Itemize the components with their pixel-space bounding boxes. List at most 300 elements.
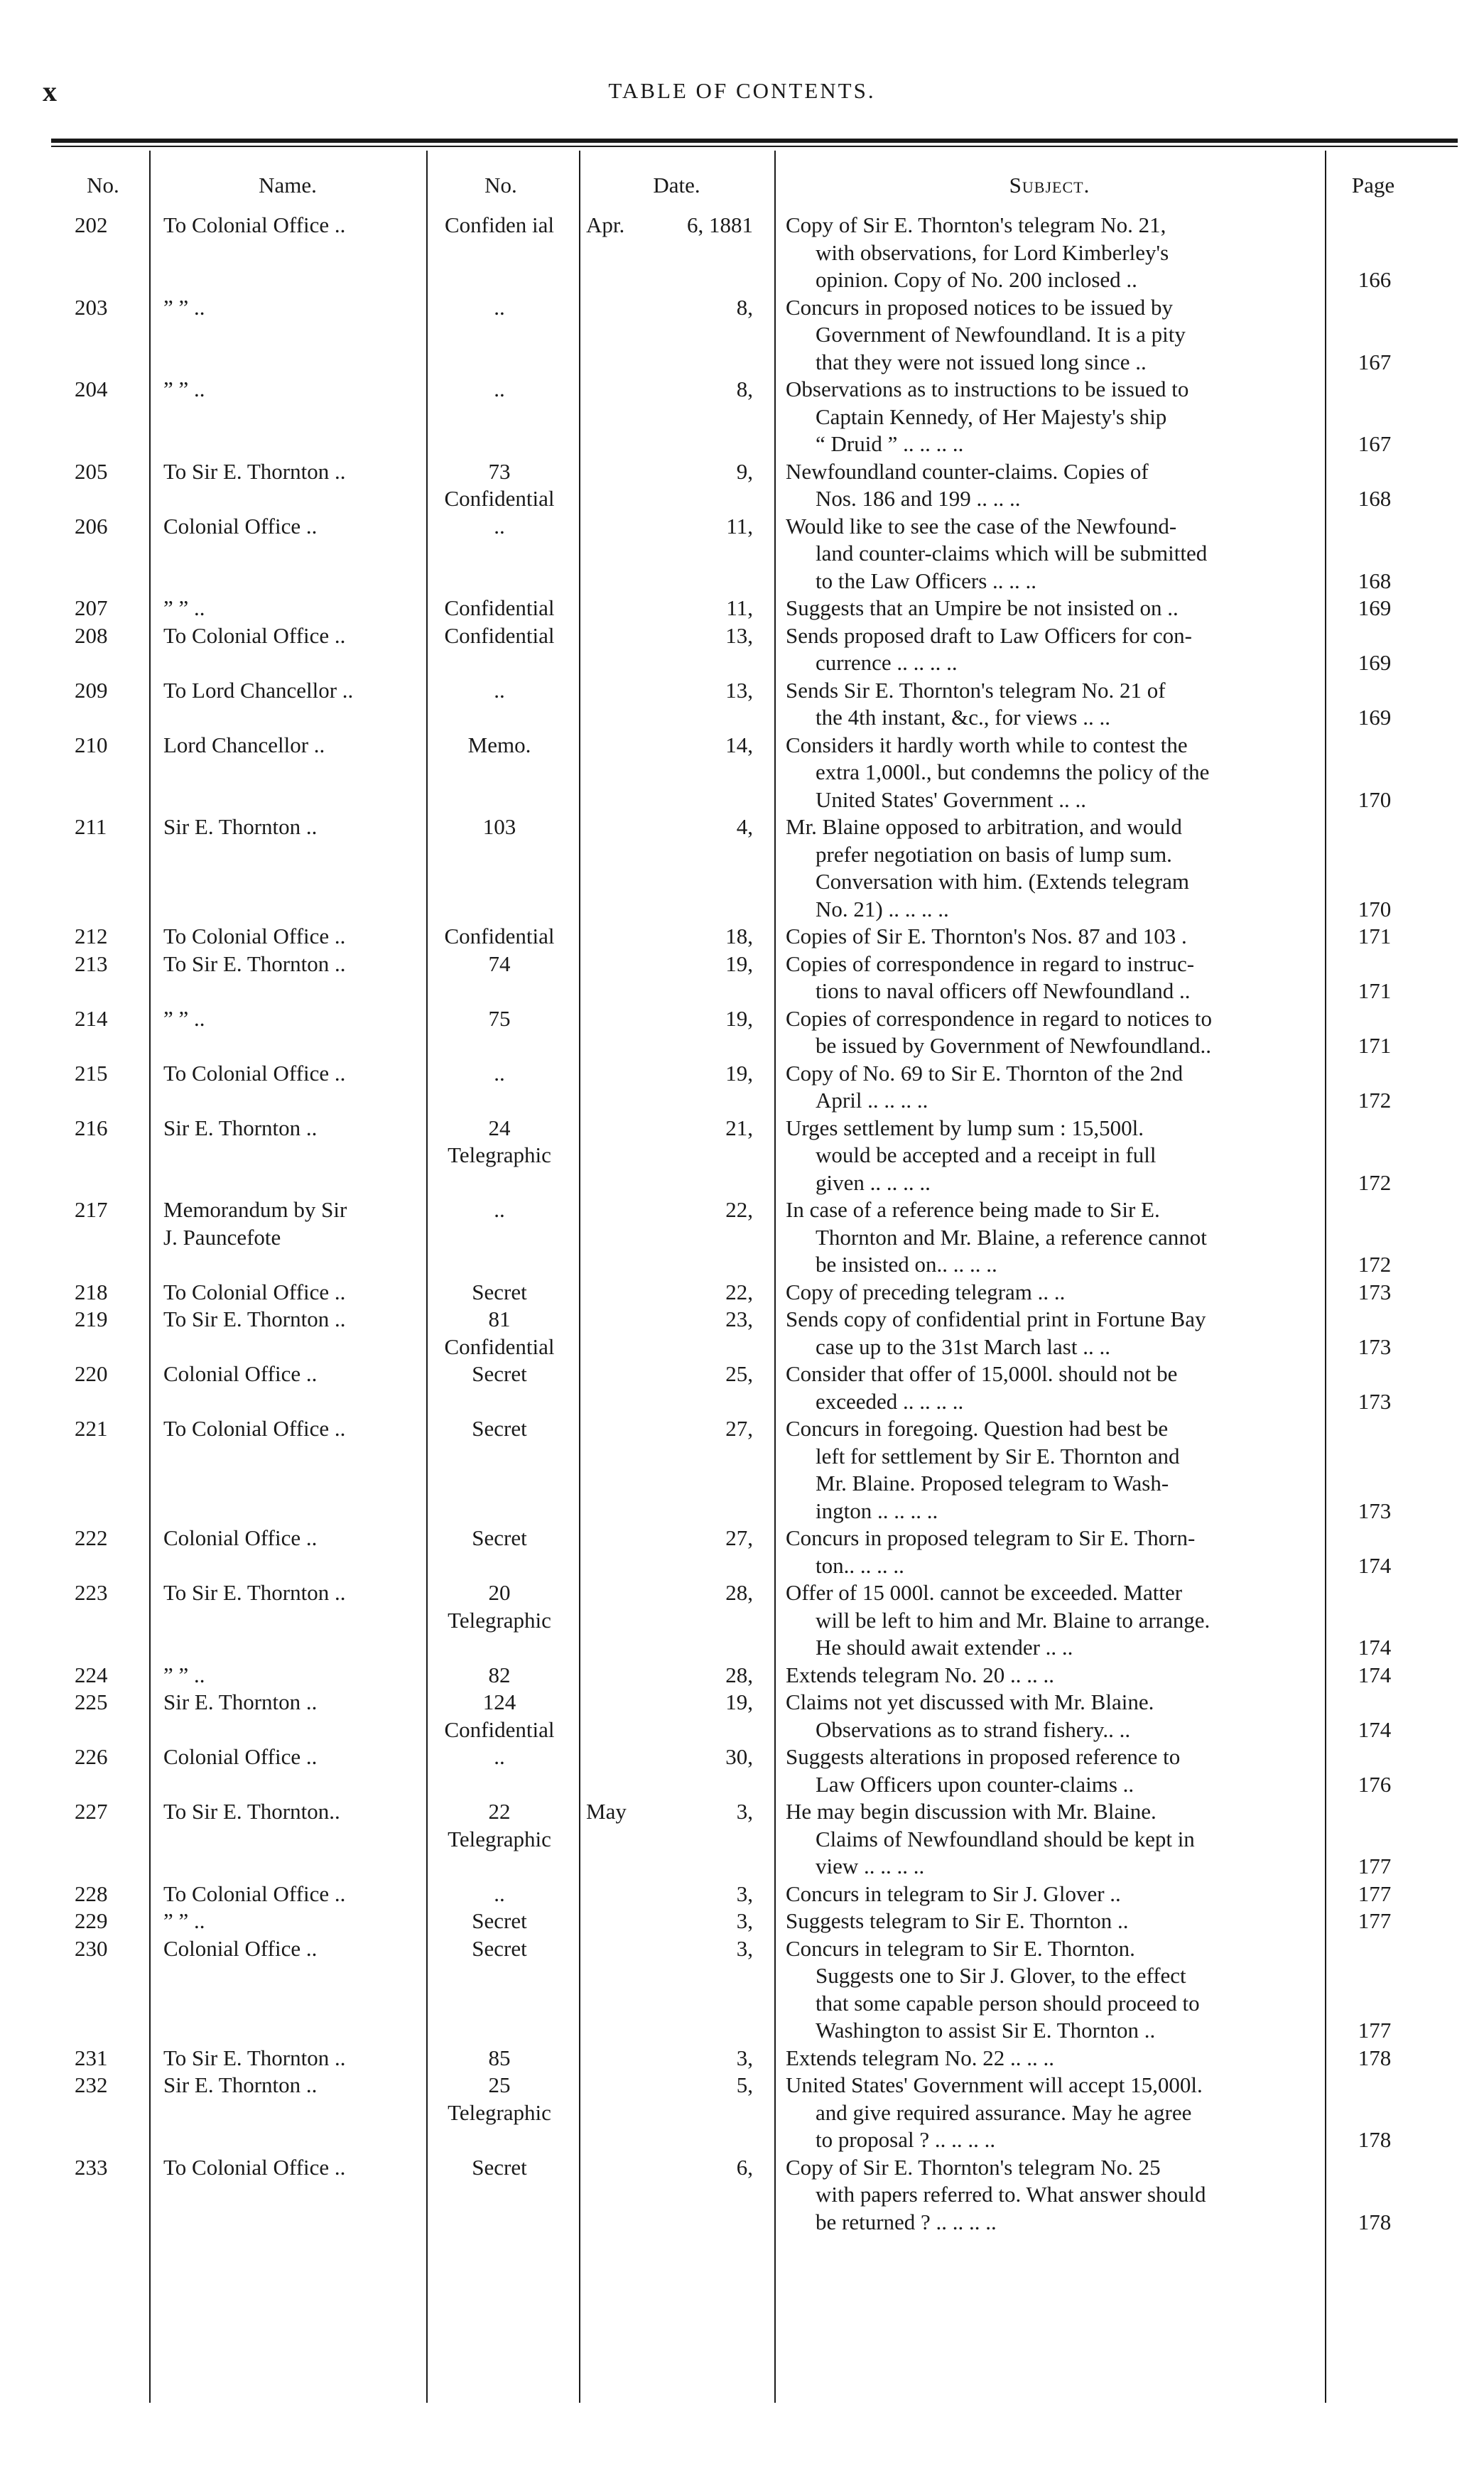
subject-line: Captain Kennedy, of Her Majesty's ship (816, 404, 1167, 429)
entry-day: 3, (736, 1799, 753, 1824)
entry-subject (786, 732, 1320, 814)
subject-line: exceeded .. .. .. .. (816, 1388, 964, 1414)
entry-ref-number: Secret (472, 1525, 527, 1550)
entry-ref-number: 25 Telegraphic (448, 2072, 551, 2125)
subject-line: No. 21) .. .. .. .. (816, 896, 949, 921)
entry-name: Colonial Office .. (163, 513, 318, 539)
column-header-ref: No. (484, 173, 517, 198)
entry-name: ” ” .. (163, 377, 205, 401)
entry-ref-number: .. (494, 1060, 505, 1086)
table-row (0, 1005, 1484, 1060)
entry-number: 217 (75, 1197, 108, 1222)
entry-name: To Colonial Office .. (163, 924, 346, 948)
header-rule-thin (51, 146, 1458, 147)
entry-number: 215 (75, 1060, 108, 1086)
entry-number: 206 (75, 513, 108, 539)
entry-number: 229 (75, 1908, 108, 1933)
entry-name: To Colonial Office .. (163, 2154, 346, 2180)
subject-line: Sends copy of confidential print in Fortune Bay (786, 1307, 1206, 1331)
entry-subject (786, 595, 1320, 622)
entry-page: 168 (1358, 486, 1392, 511)
entry-number: 213 (75, 951, 108, 976)
table-row (0, 1743, 1484, 1798)
table-row (0, 1060, 1484, 1115)
entry-page: 178 (1358, 2209, 1392, 2234)
subject-line: Thornton and Mr. Blaine, a reference cannot (816, 1224, 1207, 1250)
subject-line: United States' Government will accept 15,000l. (786, 2072, 1203, 2097)
subject-line: Suggests telegram to Sir E. Thornton .. (786, 1908, 1129, 1933)
subject-line: Washington to assist Sir E. Thornton .. (816, 2018, 1156, 2043)
entry-subject (786, 1798, 1320, 1881)
table-row (0, 2154, 1484, 2237)
entry-subject (786, 1935, 1320, 2045)
table-row (0, 1662, 1484, 1689)
table-row (0, 212, 1484, 294)
entry-number: 231 (75, 2045, 108, 2070)
entry-ref-number: .. (494, 1197, 505, 1222)
entry-name: Sir E. Thornton .. (163, 2072, 318, 2097)
entry-name: To Sir E. Thornton .. (163, 1580, 346, 1605)
subject-line: case up to the 31st March last .. .. (816, 1334, 1110, 1359)
subject-line: Urges settlement by lump sum : 15,500l. (786, 1115, 1144, 1140)
table-row (0, 2072, 1484, 2154)
subject-line: would be accepted and a receipt in full (816, 1142, 1157, 1167)
subject-line: extra 1,000l., but condemns the policy of the (816, 759, 1210, 784)
entry-name: Colonial Office .. (163, 1744, 318, 1769)
entry-page: 167 (1358, 349, 1392, 374)
entry-name: To Colonial Office .. (163, 1279, 346, 1304)
entry-name: To Sir E. Thornton .. (163, 1307, 346, 1331)
entry-page: 173 (1358, 1334, 1392, 1359)
entry-name: Lord Chancellor .. (163, 732, 325, 757)
subject-line: will be left to him and Mr. Blaine to arrange. (816, 1607, 1211, 1633)
subject-line: Suggests that an Umpire be not insisted on .. (786, 595, 1179, 620)
subject-line: opinion. Copy of No. 200 inclosed .. (816, 267, 1137, 292)
entry-subject (786, 677, 1320, 732)
subject-line: Concurs in telegram to Sir J. Glover .. (786, 1881, 1121, 1906)
entry-page: 173 (1358, 1279, 1392, 1304)
entry-name: Sir E. Thornton .. (163, 1689, 318, 1714)
header-rule (51, 139, 1458, 143)
entry-day: 19, (725, 951, 753, 976)
subject-line: be issued by Government of Newfoundland.. (816, 1033, 1212, 1058)
subject-line: Suggests alterations in proposed reference to (786, 1744, 1181, 1769)
table-row (0, 2045, 1484, 2072)
subject-line: Concurs in proposed telegram to Sir E. Thorn- (786, 1525, 1196, 1550)
entry-ref-number: 24 Telegraphic (448, 1115, 551, 1167)
entry-day: 3, (736, 1881, 753, 1906)
entry-subject (786, 2154, 1320, 2237)
entry-name: ” ” .. (163, 595, 205, 620)
table-row (0, 1196, 1484, 1279)
entry-subject (786, 1415, 1320, 1525)
entry-day: 11, (726, 513, 753, 539)
entry-day: 5, (736, 2072, 753, 2097)
entry-name: To Sir E. Thornton .. (163, 458, 346, 484)
subject-line: Copy of No. 69 to Sir E. Thornton of the 2nd (786, 1060, 1184, 1086)
subject-line: Claims of Newfoundland should be kept in (816, 1826, 1195, 1851)
column-header-date: Date. (653, 173, 700, 198)
table-row (0, 732, 1484, 814)
subject-line: Copy of preceding telegram .. .. (786, 1279, 1066, 1304)
entry-name: To Colonial Office .. (163, 212, 346, 237)
entry-month: May (586, 1799, 627, 1824)
table-row (0, 513, 1484, 595)
entry-page: 177 (1358, 1908, 1392, 1933)
entry-subject (786, 376, 1320, 458)
entry-page: 176 (1358, 1771, 1392, 1797)
entry-number: 210 (75, 732, 108, 757)
entry-name: ” ” .. (163, 294, 205, 320)
entry-number: 205 (75, 458, 108, 484)
subject-line: view .. .. .. .. (816, 1854, 925, 1878)
entry-subject (786, 1060, 1320, 1115)
entry-day: 19, (725, 1005, 753, 1031)
subject-line: Sends Sir E. Thornton's telegram No. 21 of (786, 677, 1166, 703)
entry-ref-number: .. (494, 677, 505, 703)
subject-line: Considers it hardly worth while to contest the (786, 732, 1188, 757)
entry-number: 228 (75, 1881, 108, 1906)
table-row (0, 1306, 1484, 1361)
entry-ref-number: 20 Telegraphic (448, 1580, 551, 1633)
table-row (0, 1881, 1484, 1908)
subject-line: Offer of 15 000l. cannot be exceeded. Matter (786, 1580, 1183, 1605)
entry-subject (786, 813, 1320, 923)
entry-ref-number: Confidential (444, 595, 555, 620)
entry-name: To Colonial Office .. (163, 622, 346, 648)
entry-page: 170 (1358, 896, 1392, 921)
entry-day: 13, (725, 622, 753, 648)
entry-name: Sir E. Thornton .. (163, 1115, 318, 1140)
entry-day: 22, (725, 1279, 753, 1304)
entry-day: 21, (725, 1115, 753, 1140)
entry-name: Memorandum by Sir J. Pauncefote (163, 1197, 347, 1250)
column-header-no: No. (87, 173, 119, 198)
subject-line: given .. .. .. .. (816, 1169, 931, 1195)
entry-number: 212 (75, 924, 108, 948)
subject-line: He may begin discussion with Mr. Blaine. (786, 1799, 1157, 1824)
entry-page: 171 (1358, 978, 1392, 1003)
entry-ref-number: 22 Telegraphic (448, 1799, 551, 1851)
entry-subject (786, 458, 1320, 513)
entry-subject (786, 622, 1320, 677)
entry-page: 174 (1358, 1716, 1392, 1742)
entry-ref-number: 74 (488, 951, 511, 976)
subject-line: He should await extender .. .. (816, 1635, 1073, 1660)
entry-ref-number: .. (494, 377, 505, 401)
entry-ref-number: 73 Confidential (444, 458, 555, 511)
entry-subject (786, 1279, 1320, 1307)
entry-subject (786, 1196, 1320, 1279)
entry-number: 218 (75, 1279, 108, 1304)
entry-number: 222 (75, 1525, 108, 1550)
entry-ref-number: 75 (488, 1005, 511, 1031)
entry-page: 173 (1358, 1498, 1392, 1523)
entry-ref-number: .. (494, 294, 505, 320)
entry-number: 216 (75, 1115, 108, 1140)
table-row (0, 294, 1484, 377)
entry-page: 172 (1358, 1088, 1392, 1113)
entry-page: 168 (1358, 568, 1392, 593)
subject-line: Extends telegram No. 22 .. .. .. (786, 2045, 1054, 2070)
entry-number: 204 (75, 377, 108, 401)
entry-ref-number: .. (494, 1744, 505, 1769)
subject-line: ington .. .. .. .. (816, 1498, 938, 1523)
table-row (0, 677, 1484, 732)
entry-page: 177 (1358, 1854, 1392, 1878)
table-row (0, 1908, 1484, 1935)
table-row (0, 1415, 1484, 1525)
subject-line: Conversation with him. (Extends telegram (816, 869, 1190, 894)
entry-subject (786, 1525, 1320, 1579)
subject-line: Claims not yet discussed with Mr. Blaine. (786, 1689, 1154, 1714)
entry-month: Apr. (586, 212, 625, 237)
entry-ref-number: .. (494, 513, 505, 539)
entry-name: To Colonial Office .. (163, 1060, 346, 1086)
entry-subject (786, 1743, 1320, 1798)
entry-number: 226 (75, 1744, 108, 1769)
entry-name: Colonial Office .. (163, 1361, 318, 1386)
column-header-page: Page (1351, 173, 1395, 198)
subject-line: tions to naval officers off Newfoundland .. (816, 978, 1191, 1003)
entry-page: 178 (1358, 2127, 1392, 2152)
table-row (0, 1525, 1484, 1579)
entry-subject (786, 1662, 1320, 1689)
entry-subject (786, 923, 1320, 951)
entry-number: 225 (75, 1689, 108, 1714)
entry-number: 221 (75, 1416, 108, 1441)
subject-line: Mr. Blaine opposed to arbitration, and would (786, 814, 1182, 839)
subject-line: prefer negotiation on basis of lump sum. (816, 841, 1172, 867)
subject-line: with observations, for Lord Kimberley's (816, 239, 1169, 265)
table-row (0, 1115, 1484, 1197)
subject-line: that they were not issued long since .. (816, 349, 1147, 374)
subject-line: currence .. .. .. .. (816, 650, 958, 675)
entry-ref-number: Secret (472, 1416, 527, 1441)
entry-page: 172 (1358, 1169, 1392, 1195)
entry-day: 19, (725, 1689, 753, 1714)
table-row (0, 595, 1484, 622)
subject-line: Observations as to strand fishery.. .. (816, 1716, 1131, 1742)
entry-day: 11, (726, 595, 753, 620)
subject-line: Nos. 186 and 199 .. .. .. (816, 486, 1021, 511)
entry-name: ” ” .. (163, 1662, 205, 1687)
entry-name: To Sir E. Thornton .. (163, 951, 346, 976)
subject-line: Extends telegram No. 20 .. .. .. (786, 1662, 1054, 1687)
entry-name: To Sir E. Thornton .. (163, 2045, 346, 2070)
entry-subject (786, 1579, 1320, 1662)
table-row (0, 1361, 1484, 1415)
subject-line: Copies of Sir E. Thornton's Nos. 87 and 103 . (786, 924, 1187, 948)
entry-day: 8, (736, 377, 753, 401)
entry-subject (786, 212, 1320, 294)
subject-line: land counter-claims which will be submitted (816, 541, 1208, 566)
subject-line: Concurs in foregoing. Question had best be (786, 1416, 1169, 1441)
entry-subject (786, 1115, 1320, 1197)
entry-subject (786, 2045, 1320, 2072)
page-title: TABLE OF CONTENTS. (608, 78, 876, 103)
entry-name: ” ” .. (163, 1005, 205, 1031)
entry-ref-number: Secret (472, 1935, 527, 1961)
entry-ref-number: Confiden ial (444, 212, 555, 237)
table-row (0, 813, 1484, 923)
subject-line: Consider that offer of 15,000l. should not be (786, 1361, 1178, 1386)
entry-name: To Colonial Office .. (163, 1416, 346, 1441)
entry-day: 3, (736, 1908, 753, 1933)
table-row (0, 923, 1484, 951)
entry-subject (786, 294, 1320, 377)
subject-line: In case of a reference being made to Sir E. (786, 1197, 1160, 1222)
subject-line: be insisted on.. .. .. .. (816, 1252, 997, 1277)
entry-number: 219 (75, 1307, 108, 1331)
subject-line: left for settlement by Sir E. Thornton and (816, 1443, 1180, 1469)
entry-subject (786, 951, 1320, 1005)
entry-ref-number: 124 Confidential (444, 1689, 555, 1742)
entry-day: 8, (736, 294, 753, 320)
entry-day: 18, (725, 924, 753, 948)
entry-number: 209 (75, 677, 108, 703)
subject-line: be returned ? .. .. .. .. (816, 2209, 997, 2234)
subject-line: Copies of correspondence in regard to notices to (786, 1005, 1213, 1031)
entry-number: 208 (75, 622, 108, 648)
subject-line: ton.. .. .. .. (816, 1552, 904, 1578)
entry-page: 172 (1358, 1252, 1392, 1277)
subject-line: April .. .. .. .. (816, 1088, 928, 1113)
entry-day: 13, (725, 677, 753, 703)
entry-ref-number: Memo. (467, 732, 531, 757)
entry-number: 214 (75, 1005, 108, 1031)
entry-subject (786, 513, 1320, 595)
entry-name: To Lord Chancellor .. (163, 677, 354, 703)
entry-page: 169 (1358, 595, 1392, 620)
entry-ref-number: 82 (488, 1662, 511, 1687)
entry-day: 6, 1881 (687, 212, 753, 237)
entry-day: 27, (725, 1416, 753, 1441)
entry-name: ” ” .. (163, 1908, 205, 1933)
subject-line: to proposal ? .. .. .. .. (816, 2127, 996, 2152)
subject-line: that some capable person should proceed to (816, 1990, 1200, 2016)
subject-line: Mr. Blaine. Proposed telegram to Wash- (816, 1471, 1169, 1496)
entry-page: 170 (1358, 786, 1392, 812)
table-row (0, 1579, 1484, 1662)
table-row (0, 1279, 1484, 1307)
entry-day: 9, (736, 458, 753, 484)
column-header-subject: Subject. (1009, 173, 1090, 198)
entry-page: 167 (1358, 431, 1392, 456)
entry-subject (786, 1306, 1320, 1361)
entry-page: 174 (1358, 1552, 1392, 1578)
table-row (0, 1935, 1484, 2045)
entry-page: 177 (1358, 2018, 1392, 2043)
entry-ref-number: .. (494, 1881, 505, 1906)
entry-name: Colonial Office .. (163, 1525, 318, 1550)
subject-line: “ Druid ” .. .. .. .. (816, 431, 964, 456)
entry-page: 174 (1358, 1662, 1392, 1687)
subject-line: with papers referred to. What answer should (816, 2182, 1206, 2207)
table-row (0, 1798, 1484, 1881)
entry-number: 207 (75, 595, 108, 620)
table-row (0, 951, 1484, 1005)
subject-line: the 4th instant, &c., for views .. .. (816, 705, 1110, 730)
entry-number: 202 (75, 212, 108, 237)
contents-table (0, 212, 1484, 2236)
entry-name: Colonial Office .. (163, 1935, 318, 1961)
entry-number: 220 (75, 1361, 108, 1386)
entry-ref-number: Secret (472, 1279, 527, 1304)
entry-ref-number: 81 Confidential (444, 1307, 555, 1359)
entry-page: 174 (1358, 1635, 1392, 1660)
subject-line: Law Officers upon counter-claims .. (816, 1771, 1134, 1797)
entry-day: 3, (736, 1935, 753, 1961)
entry-day: 28, (725, 1580, 753, 1605)
entry-page: 166 (1358, 267, 1392, 292)
subject-line: Copy of Sir E. Thornton's telegram No. 21, (786, 212, 1166, 237)
subject-line: Government of Newfoundland. It is a pity (816, 322, 1186, 347)
entry-ref-number: Secret (472, 1908, 527, 1933)
entry-day: 23, (725, 1307, 753, 1331)
entry-subject (786, 1689, 1320, 1743)
entry-name: Sir E. Thornton .. (163, 814, 318, 839)
entry-name: To Sir E. Thornton.. (163, 1799, 340, 1824)
entry-page: 171 (1358, 1033, 1392, 1058)
entry-number: 224 (75, 1662, 108, 1687)
entry-page: 177 (1358, 1881, 1392, 1906)
entry-subject (786, 1005, 1320, 1060)
subject-line: to the Law Officers .. .. .. (816, 568, 1037, 593)
entry-day: 6, (736, 2154, 753, 2180)
entry-day: 3, (736, 2045, 753, 2070)
entry-number: 233 (75, 2154, 108, 2180)
entry-number: 230 (75, 1935, 108, 1961)
entry-number: 211 (75, 814, 107, 839)
entry-page: 169 (1358, 705, 1392, 730)
entry-subject (786, 1881, 1320, 1908)
entry-page: 173 (1358, 1388, 1392, 1414)
entry-day: 19, (725, 1060, 753, 1086)
entry-day: 28, (725, 1662, 753, 1687)
subject-line: Observations as to instructions to be issued to (786, 377, 1189, 401)
entry-day: 25, (725, 1361, 753, 1386)
entry-page: 171 (1358, 924, 1392, 948)
entry-number: 223 (75, 1580, 108, 1605)
entry-day: 30, (725, 1744, 753, 1769)
entry-day: 4, (736, 814, 753, 839)
entry-subject (786, 2072, 1320, 2154)
entry-ref-number: Confidential (444, 622, 555, 648)
entry-page: 178 (1358, 2045, 1392, 2070)
entry-number: 232 (75, 2072, 108, 2097)
entry-subject (786, 1908, 1320, 1935)
entry-ref-number: 103 (482, 814, 516, 839)
entry-page: 169 (1358, 650, 1392, 675)
subject-line: Newfoundland counter-claims. Copies of (786, 458, 1149, 484)
table-row (0, 376, 1484, 458)
column-header-name: Name. (259, 173, 317, 198)
page-number: x (43, 75, 57, 107)
entry-name: To Colonial Office .. (163, 1881, 346, 1906)
entry-number: 203 (75, 294, 108, 320)
table-row (0, 458, 1484, 513)
entry-number: 227 (75, 1799, 108, 1824)
entry-ref-number: Confidential (444, 924, 555, 948)
subject-line: Concurs in telegram to Sir E. Thornton. (786, 1935, 1135, 1961)
entry-ref-number: 85 (488, 2045, 511, 2070)
entry-ref-number: Secret (472, 1361, 527, 1386)
entry-day: 27, (725, 1525, 753, 1550)
subject-line: Concurs in proposed notices to be issued by (786, 294, 1174, 320)
entry-day: 22, (725, 1197, 753, 1222)
entry-ref-number: Secret (472, 2154, 527, 2180)
